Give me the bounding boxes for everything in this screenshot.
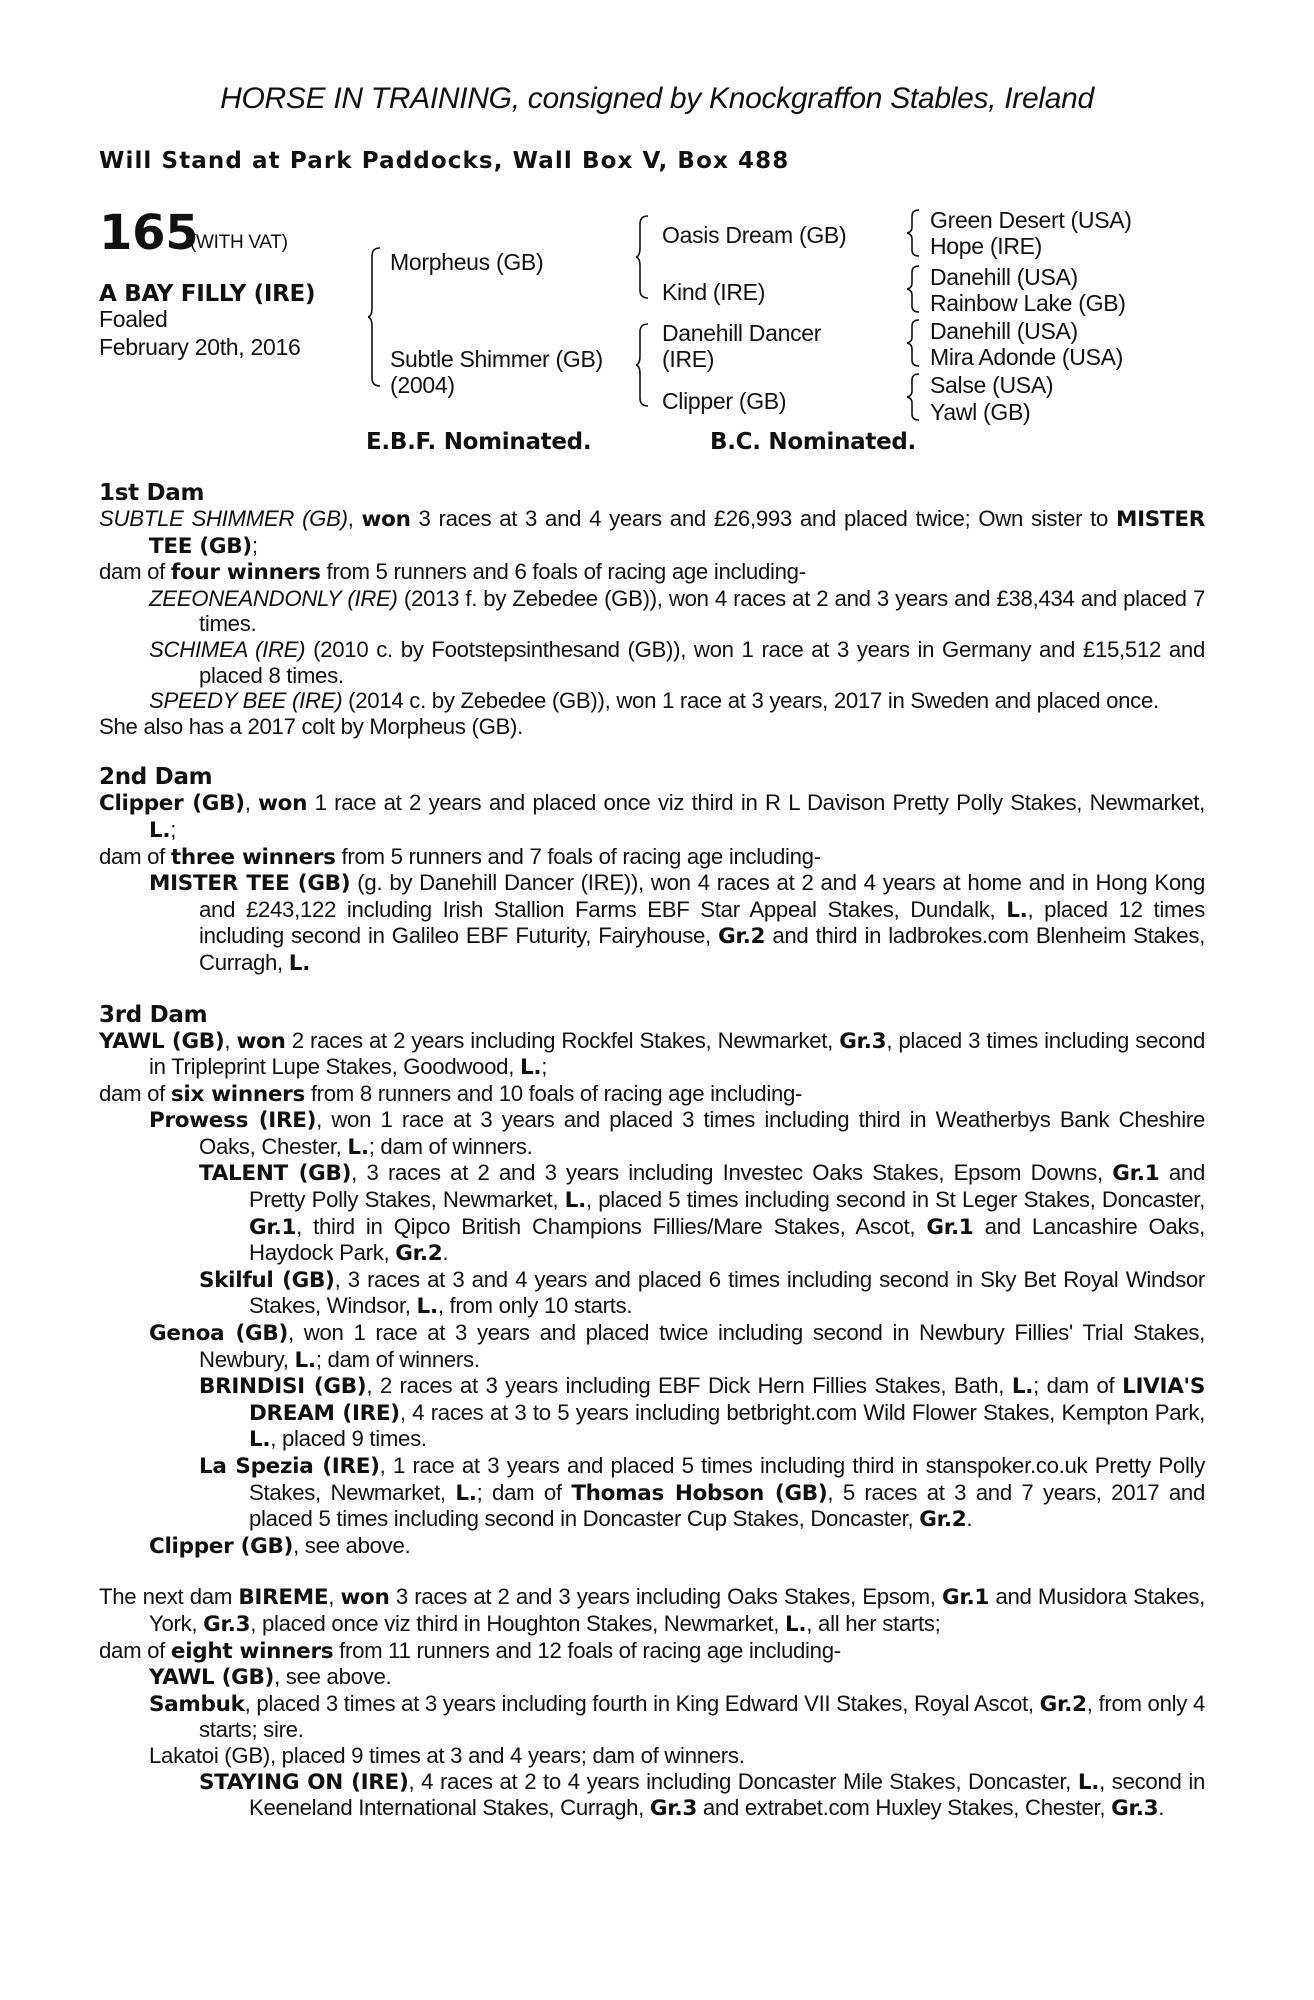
produce-la-spezia: La Spezia (IRE), 1 race at 3 years and placed 5 times including third in stanspoker.co.uk Pretty Polly Stakes, Newmarket, L.; dam of Thomas Hobson (GB), 5 races at 3 and 7 years, 2017 and placed 5 times including second in Doncaster Cup Stakes, Doncaster, Gr.2. [199,1453,1206,1533]
first-dam-also: She also has a 2017 colt by Morpheus (GB). [99,713,523,739]
pedigree-brace-ds [907,318,921,368]
foaled-label: Foaled [99,306,168,332]
pedigree-dam-sire-line1: Danehill Dancer [662,320,822,346]
first-dam-name: SUBTLE SHIMMER (GB) [99,506,348,531]
next-dam-produce-summary: dam of eight winners from 11 runners and 12 foals of racing age including- [99,1637,841,1664]
produce-mister-tee: MISTER TEE (GB) (g. by Danehill Dancer (IRE)), won 4 races at 2 and 4 years at home and in Hong Kong and £243,122 including Irish Stallion Farms EBF Star Appeal Stakes, Dundalk, L., placed 12 times including second in Galileo EBF Futurity, Fairyhouse, Gr.2 and third in ladbrokes.com Blenheim Stakes, Curragh, L. [149,870,1206,976]
vat-note: (WITH VAT) [190,232,288,253]
produce-record [99,480,1205,1822]
pedigree-sds: Danehill (USA) [930,264,1078,290]
produce-staying-on: STAYING ON (IRE), 4 races at 2 to 4 years including Doncaster Mile Stakes, Doncaster, L., second in Keeneland International Stakes, Curragh, Gr.3 and extrabet.com Huxley Stakes, Chester, Gr.3. [199,1768,1205,1822]
pedigree-dsd: Mira Adonde (USA) [930,344,1124,370]
produce-schimea: SCHIMEA (IRE) (2010 c. by Footstepsinthesand (GB)), won 1 race at 3 years in Germany and £15,512 and placed 8 times. [149,636,1205,688]
second-dam-entry: Clipper (GB), won 1 race at 2 years and placed once viz third in R L Davison Pretty Polly Stakes, Newmarket, L.; [99,790,1205,843]
third-dam-entry: YAWL (GB), won 2 races at 2 years including Rockfel Stakes, Newmarket, Gr.3, placed 3 times including second in Tripleprint Lupe Stakes, Goodwood, L.; [99,1027,1205,1081]
produce-speedy-bee: SPEEDY BEE (IRE) (2014 c. by Zebedee (GB)), won 1 race at 3 years, 2017 in Sweden and placed once. [149,688,1159,714]
next-dam-entry: The next dam BIREME, won 3 races at 2 and 3 years including Oaks Stakes, Epsom, Gr.1 and Musidora Stakes, York, Gr.3, placed once viz third in Houghton Stakes, Newmarket, L., all her starts; [99,1584,1205,1637]
pedigree-dam: Subtle Shimmer (GB) [390,346,603,372]
second-dam-produce-summary: dam of three winners from 5 runners and 7 foals of racing age including- [99,843,821,870]
first-dam-heading: 1st Dam [99,480,205,506]
horse-name: A BAY FILLY (IRE) [99,281,316,307]
lot-number: 165 [99,205,199,261]
pedigree-ddd: Yawl (GB) [930,399,1031,425]
pedigree-brace-main [368,246,382,388]
first-dam-produce-summary: dam of four winners from 5 runners and 6 foals of racing age including- [99,559,806,586]
pedigree-brace-dam [636,322,650,408]
third-dam-produce-summary: dam of six winners from 8 runners and 10 foals of racing age including- [99,1080,803,1107]
third-dam-heading: 3rd Dam [99,1001,208,1028]
pedigree-brace-sd [907,264,921,314]
pedigree-dss: Danehill (USA) [930,318,1078,344]
pedigree-dds: Salse (USA) [930,372,1054,398]
produce-genoa: Genoa (GB), won 1 race at 3 years and placed twice including second in Newbury Fillies' Trial Stakes, Newbury, L.; dam of winners. [149,1320,1205,1373]
pedigree-brace-dd [907,372,921,422]
ebf-nomination: E.B.F. Nominated. [366,429,592,455]
produce-sambuk: Sambuk, placed 3 times at 3 years including fourth in King Edward VII Stakes, Royal Ascot, Gr.2, from only 4 starts; sire. [149,1690,1205,1743]
produce-brindisi: BRINDISI (GB), 2 races at 3 years including EBF Dick Hern Fillies Stakes, Bath, L.; dam of LIVIA'S DREAM (IRE), 4 races at 3 to 5 years including betbright.com Wild Flower Stakes, Kempton Park, L., placed 9 times. [199,1373,1206,1453]
produce-zeeoneandonly: ZEEONEANDONLY (IRE) (2013 f. by Zebedee (GB)), won 4 races at 2 and 3 years and £38,434 and placed 7 times. [149,585,1205,637]
stand-location: Will Stand at Park Paddocks, Wall Box V, Box 488 [99,148,790,174]
pedigree-dam-year: (2004) [390,372,455,398]
pedigree-sire: Morpheus (GB) [390,249,544,275]
pedigree-sdd: Rainbow Lake (GB) [930,290,1126,316]
pedigree-dam-dam: Clipper (GB) [662,388,787,414]
produce-prowess: Prowess (IRE), won 1 race at 3 years and placed 3 times including third in Weatherbys Bank Cheshire Oaks, Chester, L.; dam of winners. [149,1107,1205,1160]
pedigree-ssd: Hope (IRE) [930,233,1043,259]
first-dam-entry: SUBTLE SHIMMER (GB), won 3 races at 3 and 4 years and £26,993 and placed twice; Own sister to MISTER TEE (GB); [99,506,1205,559]
first-dam-won: won [361,507,411,532]
first-dam-sister: MISTER TEE (GB) [149,507,1205,559]
produce-skilful: Skilful (GB), 3 races at 3 and 4 years and placed 6 times including second in Sky Bet Royal Windsor Stakes, Windsor, L., from only 10 starts. [199,1266,1206,1320]
produce-yawl: YAWL (GB), see above. [149,1664,392,1691]
pedigree-brace-ss [907,208,921,258]
produce-clipper: Clipper (GB), see above. [149,1532,411,1559]
pedigree-sire-dam: Kind (IRE) [662,279,766,305]
bc-nomination: B.C. Nominated. [710,429,916,455]
foaled-date: February 20th, 2016 [99,334,301,360]
pedigree-sire-sire: Oasis Dream (GB) [662,222,847,248]
second-dam-heading: 2nd Dam [99,764,213,791]
pedigree-sss: Green Desert (USA) [930,207,1132,233]
produce-lakatoi: Lakatoi (GB), placed 9 times at 3 and 4 years; dam of winners. [149,1742,745,1768]
page-title: HORSE IN TRAINING, consigned by Knockgraffon Stables, Ireland [220,82,1094,115]
pedigree-dam-sire-line2: (IRE) [662,346,715,372]
pedigree-brace-sire [636,214,650,300]
produce-talent: TALENT (GB), 3 races at 2 and 3 years including Investec Oaks Stakes, Epsom Downs, Gr.1 and Pretty Polly Stakes, Newmarket, L., placed 5 times including second in St Leger Stakes, Doncaster, Gr.1, third in Qipco British Champions Fillies/Mare Stakes, Ascot, Gr.1 and Lancashire Oaks, Haydock Park, Gr.2. [199,1160,1205,1267]
first-dam-winners: four winners [170,560,321,586]
